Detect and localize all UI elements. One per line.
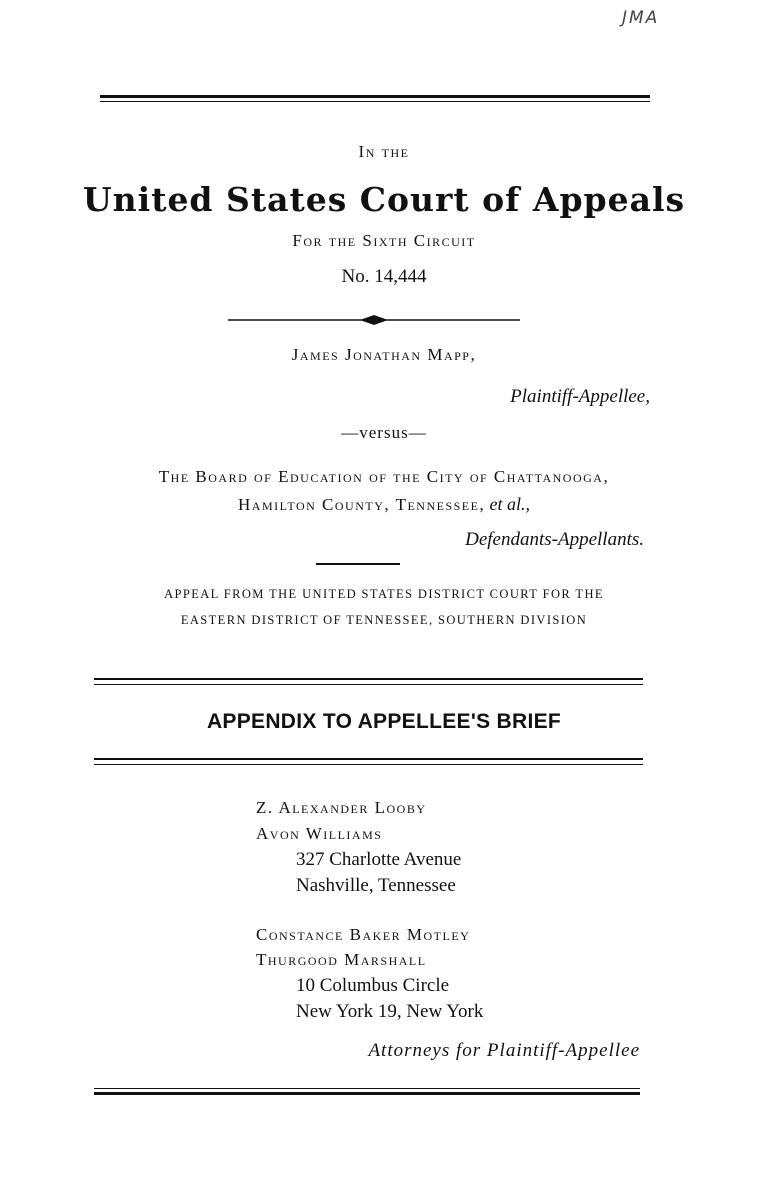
appeal-line1: APPEAL FROM THE UNITED STATES DISTRICT COURT FOR THE [164, 587, 604, 601]
plaintiff-role: Plaintiff-Appellee, [510, 386, 650, 407]
defendant-line1: The Board of Education of the City of Chattanooga, [158, 467, 610, 486]
case-number: No. 14,444 [341, 266, 427, 287]
court-circuit: For the Sixth Circuit [292, 231, 476, 250]
defendant-line2-main: Hamilton County, Tennessee, [238, 495, 486, 514]
attorney-address-street-1: 327 Charlotte Avenue [296, 849, 462, 870]
top-rule-thick [100, 95, 650, 98]
short-divider [316, 563, 400, 565]
court-prefix: In the [358, 142, 410, 161]
court-name: United States Court of Appeals [82, 180, 686, 219]
title-bottom-rule-1 [94, 758, 643, 760]
document-title: APPENDIX TO APPELLEE'S BRIEF [206, 710, 562, 733]
defendant-line2-etal: et al., [489, 494, 530, 514]
title-bottom-rule-2 [94, 764, 643, 765]
attorney-name-motley: Constance Baker Motley [256, 925, 471, 944]
versus-label: —versus— [341, 423, 427, 442]
defendant-role: Defendants-Appellants. [465, 529, 644, 550]
attorney-name-williams: Avon Williams [256, 824, 383, 843]
defendant-line2 [0, 494, 768, 515]
bottom-rule-thin [94, 1088, 640, 1089]
top-rule-thin [100, 101, 650, 102]
title-top-rule-1 [94, 678, 643, 680]
title-top-rule-2 [94, 684, 643, 685]
attorney-name-marshall: Thurgood Marshall [256, 950, 427, 969]
appeal-line2: EASTERN DISTRICT OF TENNESSEE, SOUTHERN DIVISION [180, 613, 588, 627]
ornament-divider-icon [228, 312, 520, 328]
attorneys-role: Attorneys for Plaintiff-Appellee [368, 1040, 640, 1061]
attorney-address-city-1: Nashville, Tennessee [296, 875, 456, 896]
plaintiff-name: James Jonathan Mapp, [291, 345, 477, 364]
attorney-address-city-2: New York 19, New York [296, 1001, 484, 1022]
attorney-address-street-2: 10 Columbus Circle [296, 975, 450, 996]
handwritten-initials: JMA [622, 8, 660, 28]
attorney-name-looby: Z. Alexander Looby [256, 798, 427, 817]
bottom-rule-thick [94, 1092, 640, 1095]
